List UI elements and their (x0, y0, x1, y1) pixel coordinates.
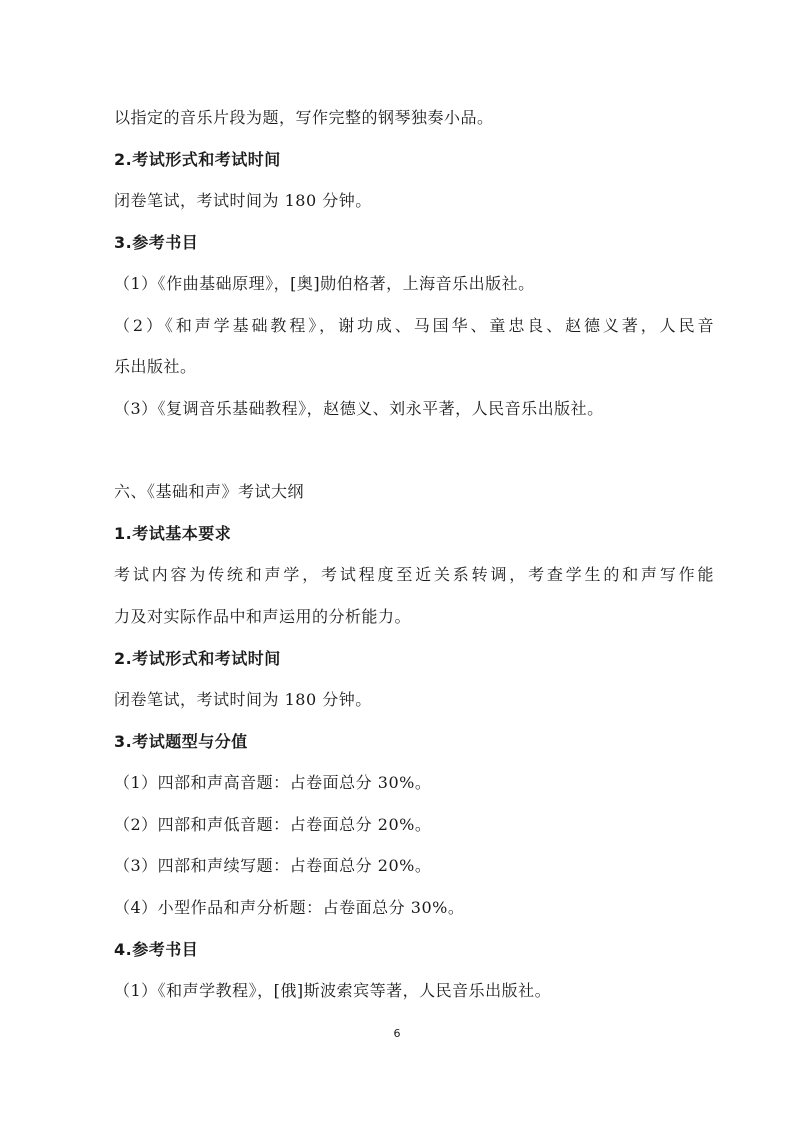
requirements-text-line-1: 考试内容为传统和声学，考试程度至近关系转调，考查学生的和声写作能 (114, 565, 714, 584)
reference-item-2-cont: 乐出版社。 (114, 357, 197, 376)
reference-item-3: （3）《复调音乐基础教程》，赵德义、刘永平著，人民音乐出版社。 (114, 399, 604, 418)
requirements-text-line-2: 力及对实际作品中和声运用的分析能力。 (114, 607, 412, 626)
heading-question-types: 3.考试题型与分值 (114, 732, 248, 751)
question-type-item-3: （3）四部和声续写题：占卷面总分 20%。 (114, 856, 432, 875)
exam-content-text: 以指定的音乐片段为题，写作完整的钢琴独奏小品。 (114, 108, 494, 127)
exam-format-text: 闭卷笔试，考试时间为 180 分钟。 (114, 690, 372, 709)
reference-item-1: （1）《作曲基础原理》，[奥]勋伯格著，上海音乐出版社。 (114, 274, 535, 293)
heading-references: 4.参考书目 (114, 940, 199, 959)
heading-references: 3.参考书目 (114, 233, 199, 252)
reference-item-1: （1）《和声学教程》，[俄]斯波索宾等著，人民音乐出版社。 (114, 981, 552, 1000)
section-title: 六、《基础和声》考试大纲 (114, 482, 305, 501)
heading-exam-format: 2.考试形式和考试时间 (114, 649, 281, 668)
heading-basic-requirements: 1.考试基本要求 (114, 524, 232, 543)
question-type-item-2: （2）四部和声低音题：占卷面总分 20%。 (114, 815, 432, 834)
page-number: 6 (393, 1027, 401, 1040)
reference-item-2: （2）《和声学基础教程》，谢功成、马国华、童忠良、赵德义著，人民音 (114, 316, 714, 335)
question-type-item-4: （4）小型作品和声分析题：占卷面总分 30%。 (114, 898, 465, 917)
heading-exam-format: 2.考试形式和考试时间 (114, 150, 281, 169)
exam-format-text: 闭卷笔试，考试时间为 180 分钟。 (114, 191, 372, 210)
question-type-item-1: （1）四部和声高音题：占卷面总分 30%。 (114, 773, 432, 792)
